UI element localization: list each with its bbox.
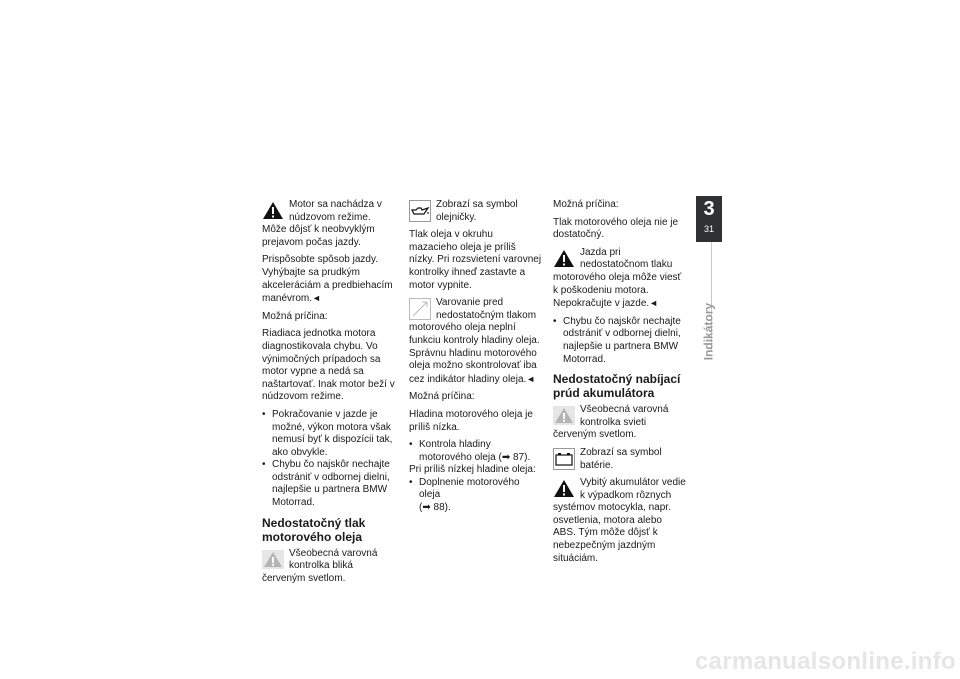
middle-column [409,199,542,520]
lamp-description: Všeobecná varovná kontrolka bliká červeným svetlom. [262,547,378,584]
chapter-tab [696,196,722,242]
bullet-list [409,477,542,515]
end-mark: ◄ [649,298,659,309]
engine-emergency-warning: Motor sa nachádza v núdzovom režime. Môže dôjsť k neobvyklým prejavom počas jazdy. [262,199,382,248]
list-item: • Chybu čo najskôr nechajte odstrániť v odbornej dielni, najlepšie u partnera BMW Motorrad. [553,316,686,366]
battery-symbol-line: Zobrazí sa symbol batérie. [553,447,686,472]
list-item: • Pokračovanie v jazde je možné, výkon motora však nemusí byť k dispozícii tak, ako obvykle. [262,409,395,459]
oil-symbol-line: Zobrazí sa symbol olejničky. [409,199,542,224]
watermark: carmanualsonline.info [694,648,956,675]
oil-pressure-text: Tlak oleja v okruhu mazacieho oleja je príliš nízky. Pri rozsvietení varovnej kontrolky ihneď zastavte a motor vypnite. [409,229,542,291]
bullet-list [262,409,395,510]
cause-label: Možná príčina: [262,310,328,322]
cause-label: Možná príčina: [409,391,475,403]
list-item: • Chybu čo najskôr nechajte odstrániť v odbornej dielni, najlepšie u partnera BMW Motorrad. [262,459,395,509]
battery-icon [553,448,575,470]
lamp-description: Všeobecná varovná kontrolka svieti červeným svetlom. [553,404,669,441]
arrow-icon: ➡ [422,502,431,514]
warning-triangle-icon [553,249,575,268]
right-column [553,199,686,570]
end-mark: ◄ [312,293,321,304]
chapter-title: Indikátory [701,302,716,361]
note-paragraph: Varovanie pred nedostatočným tlakom motorového oleja neplní funkciu kontroly hladiny oleja. Správnu hladinu motorového oleja možno skontrolovať iba cez indikátor hladiny oleja.◄ [409,297,540,385]
list-item: • Doplnenie motorového oleja (➡ 88). [409,477,542,515]
warning-triangle-icon [553,479,575,498]
cause-text: Riadiaca jednotka motora diagnostikovala chybu. Vo výnimočných prípadoch sa motor vypne a nedá sa naštartovať. Inak motor beží v núdzovom režime. [262,328,395,403]
chapter-number: 3 [703,198,715,220]
lamp-triangle-icon [262,550,284,569]
page-number: 31 [703,224,714,234]
bullet-list [409,439,542,464]
lamp-triangle-icon [553,406,575,425]
section-heading-charging: Nedostatočný nabíjací prúd akumulátora [553,372,681,401]
battery-warning: Vybitý akumulátor vedie k výpadkom rôznych systémov motocykla, napr. osvetlenia, motora alebo ABS. Tým môže dôjsť k nebezpečným jazdným situáciám. [553,477,686,564]
driving-instruction: Prispôsobte spôsob jazdy. Vyhýbajte sa prudkým akceleráciám a predbiehacím manévrom.◄ [262,254,393,305]
cause-text: Hladina motorového oleja je príliš nízka. [409,408,533,433]
warning-triangle-icon [262,201,284,220]
left-column [262,199,395,590]
low-level-label: Pri príliš nízkej hladine oleja: [409,464,536,476]
cause-label: Možná príčina: [553,199,619,210]
engine-damage-warning: Jazda pri nedostatočnom tlaku motorového oleja môže viesť k poškodeniu motora. Nepokračujte v jazde.◄ [553,246,682,310]
section-heading-oil-pressure: Nedostatočný tlak motorového oleja [262,515,366,544]
list-item: • Kontrola hladiny motorového oleja (➡ 87). [409,439,542,464]
end-mark: ◄ [526,373,536,384]
oil-can-icon [409,200,431,222]
arrow-icon: ➡ [501,451,511,463]
cause-text: Tlak motorového oleja nie je dostatočný. [553,216,679,241]
note-icon [409,298,431,320]
bullet-list [553,316,686,366]
